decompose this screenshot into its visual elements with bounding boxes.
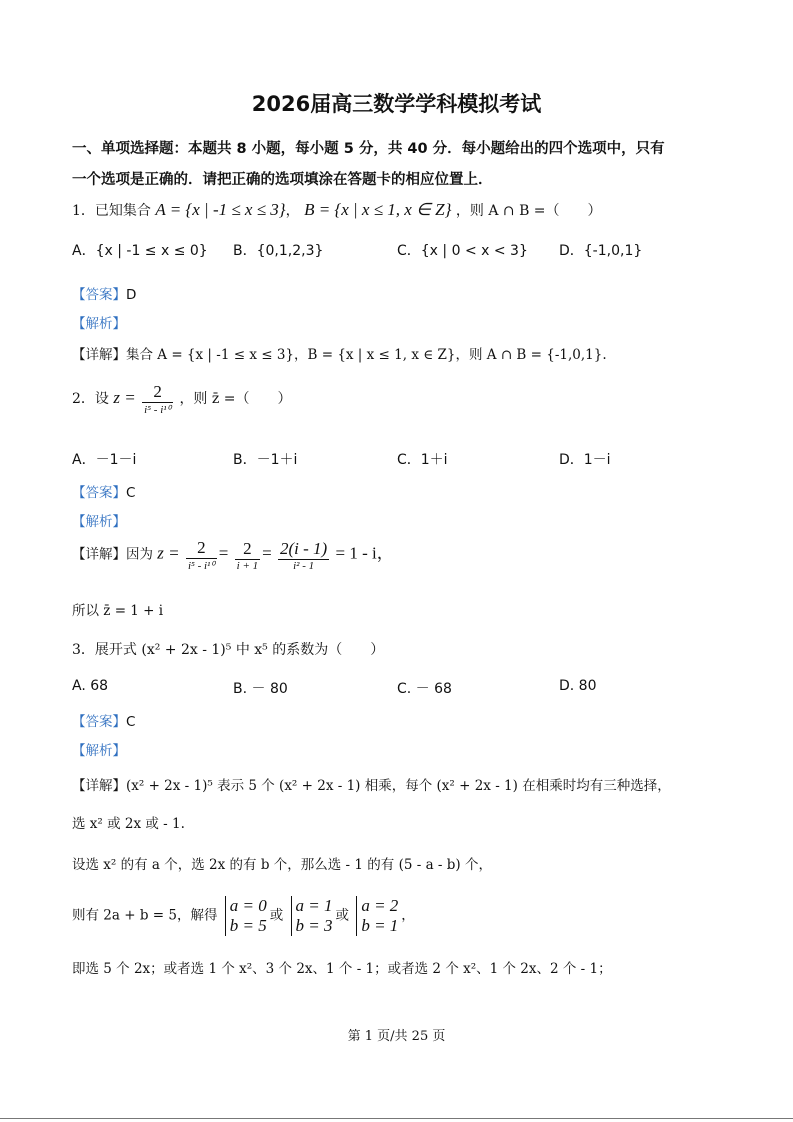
q3-detail-3: 设选 x² 的有 a 个，选 2x 的有 b 个，那么选 - 1 的有 (5 - a - b) 个，: [72, 857, 492, 873]
q1-detail: [72, 343, 607, 363]
q3-detail-4-end: ，: [401, 907, 415, 924]
question-1: 1．已知集合 A = {x | -1 ≤ x ≤ 3}， B = {x | x ≤ 1, x ∈ Z} ，则 A ∩ B =（ ）: [72, 200, 602, 219]
q3-answer-label: 【答案】: [72, 714, 126, 730]
q2-ask: ，则 z̄ =（ ）: [179, 391, 292, 407]
q2-fraction: [142, 382, 173, 416]
q3-case-1: [225, 896, 267, 936]
q3-case-3-b: b = 1: [361, 916, 399, 935]
q3-detail-label: 【详解】: [72, 778, 126, 794]
q1-ask: ，则 A ∩ B =（ ）: [455, 203, 602, 219]
q1-answer-label: 【答案】: [72, 287, 126, 303]
q2-f2-num: 2: [243, 538, 252, 558]
q1-option-a: A．{x | -1 ≤ x ≤ 0}: [72, 243, 208, 259]
section-heading-line1: 一、单项选择题：本题共 8 小题，每小题 5 分，共 40 分．每小题给出的四个选项中，只有: [72, 141, 665, 157]
q1-answer: [72, 283, 136, 303]
q3-case-2-b: b = 3: [295, 916, 333, 935]
question-3: 3．展开式 (x² + 2x - 1)⁵ 中 x⁵ 的系数为（ ）: [72, 642, 385, 658]
q3-option-b: B. － 80: [233, 681, 288, 697]
q2-option-b: B．－1＋i: [233, 452, 298, 468]
q3-detail-5: 即选 5 个 2x；或者选 1 个 x²、3 个 2x、1 个 - 1；或者选 2 个 x²、1 个 2x、2 个 - 1；: [72, 961, 612, 977]
q1-set-b: B = {x | x ≤ 1, x ∈ Z}: [304, 200, 452, 219]
q3-or-1: 或: [269, 907, 284, 924]
q3-case-1-a: a = 0: [229, 896, 267, 915]
q2-prefix: 2．设: [72, 391, 109, 407]
q1-analysis-label: 【解析】: [72, 316, 126, 332]
q3-detail-4-pre: 则有 2a + b = 5，解得: [72, 907, 218, 924]
page-title: 2026届高三数学学科模拟考试: [251, 92, 542, 116]
q1-answer-value: D: [126, 287, 137, 303]
q2-detail-frac-2: [235, 539, 260, 572]
q3-option-c: C. － 68: [397, 681, 452, 697]
q2-answer: [72, 481, 135, 501]
q2-f3-num: 2(i - 1): [280, 538, 328, 558]
q1-detail-text: 集合 A = {x | -1 ≤ x ≤ 3}，B = {x | x ≤ 1, x ∈ Z}，则 A ∩ B = {-1,0,1}.: [126, 347, 607, 363]
bottom-divider: [0, 1118, 793, 1119]
q2-analysis-label: 【解析】: [72, 514, 126, 530]
q1-set-a: A = {x | -1 ≤ x ≤ 3}: [155, 200, 286, 219]
q3-detail-4: [72, 896, 415, 936]
q2-option-a: A．－1－i: [72, 452, 137, 468]
q3-answer: [72, 710, 135, 730]
q2-z: z =: [113, 388, 136, 407]
q1-option-c: C．{x | 0 < x < 3}: [397, 243, 528, 259]
q3-case-1-b: b = 5: [229, 916, 267, 935]
q2-conclusion: 所以 z̄ = 1 + i: [72, 603, 164, 619]
q2-option-c: C．1＋i: [397, 452, 448, 468]
question-2: [72, 382, 291, 416]
section-heading-line2: 一个选项是正确的．请把正确的选项填涂在答题卡的相应位置上．: [72, 172, 493, 188]
q3-case-3-a: a = 2: [361, 896, 399, 915]
q3-case-2: [291, 896, 333, 936]
q1-option-d: D．{-1,0,1}: [559, 243, 643, 259]
q2-detail-pre: 因为: [126, 546, 153, 563]
q3-detail-1-text: (x² + 2x - 1)⁵ 表示 5 个 (x² + 2x - 1) 相乘，每个 (x² + 2x - 1) 在相乘时均有三种选择，: [126, 778, 671, 794]
q3-analysis-label: 【解析】: [72, 743, 126, 759]
q2-frac-den: i⁵ - i¹⁰: [144, 404, 171, 416]
q1-detail-label: 【详解】: [72, 347, 126, 363]
q1-option-b: B．{0,1,2,3}: [233, 243, 324, 259]
q3-option-a: A. 68: [72, 678, 109, 694]
q1-prefix: 1．已知集合: [72, 203, 151, 219]
q2-detail: 【详解】因为 z = $\frac{2}{\text{i⁵ - i¹⁰}}$ = $\frac{2}{i + 1}$ = $\frac{2(i - 1)}{\text{i² - 1}}$ = 1 - i，: [72, 538, 394, 572]
q2-option-d: D．1－i: [559, 452, 611, 468]
q3-case-3: [356, 896, 398, 936]
q2-f2-den: i + 1: [236, 559, 259, 572]
q3-or-2: 或: [335, 907, 350, 924]
q3-case-2-a: a = 1: [295, 896, 333, 915]
q3-answer-value: C: [126, 714, 136, 730]
q2-frac-num: 2: [153, 382, 162, 401]
q2-f1-den: i⁵ - i¹⁰: [187, 560, 215, 572]
q2-answer-label: 【答案】: [72, 485, 126, 501]
q3-detail-2: 选 x² 或 2x 或 - 1.: [72, 816, 185, 832]
q2-f1-num: 2: [197, 538, 206, 557]
q2-detail-frac-3: [278, 539, 329, 572]
page-footer: 第 1 页/共 25 页: [347, 1029, 446, 1044]
q2-detail-end: = 1 - i，: [335, 543, 394, 563]
q2-detail-label: 【详解】: [72, 546, 126, 563]
q3-option-d: D. 80: [559, 678, 597, 694]
q2-detail-frac-1: [186, 538, 217, 572]
q3-detail-1: [72, 774, 671, 794]
q2-f3-den: i² - 1: [278, 559, 329, 572]
q2-detail-z: z =: [157, 543, 180, 563]
q2-answer-value: C: [126, 485, 136, 501]
